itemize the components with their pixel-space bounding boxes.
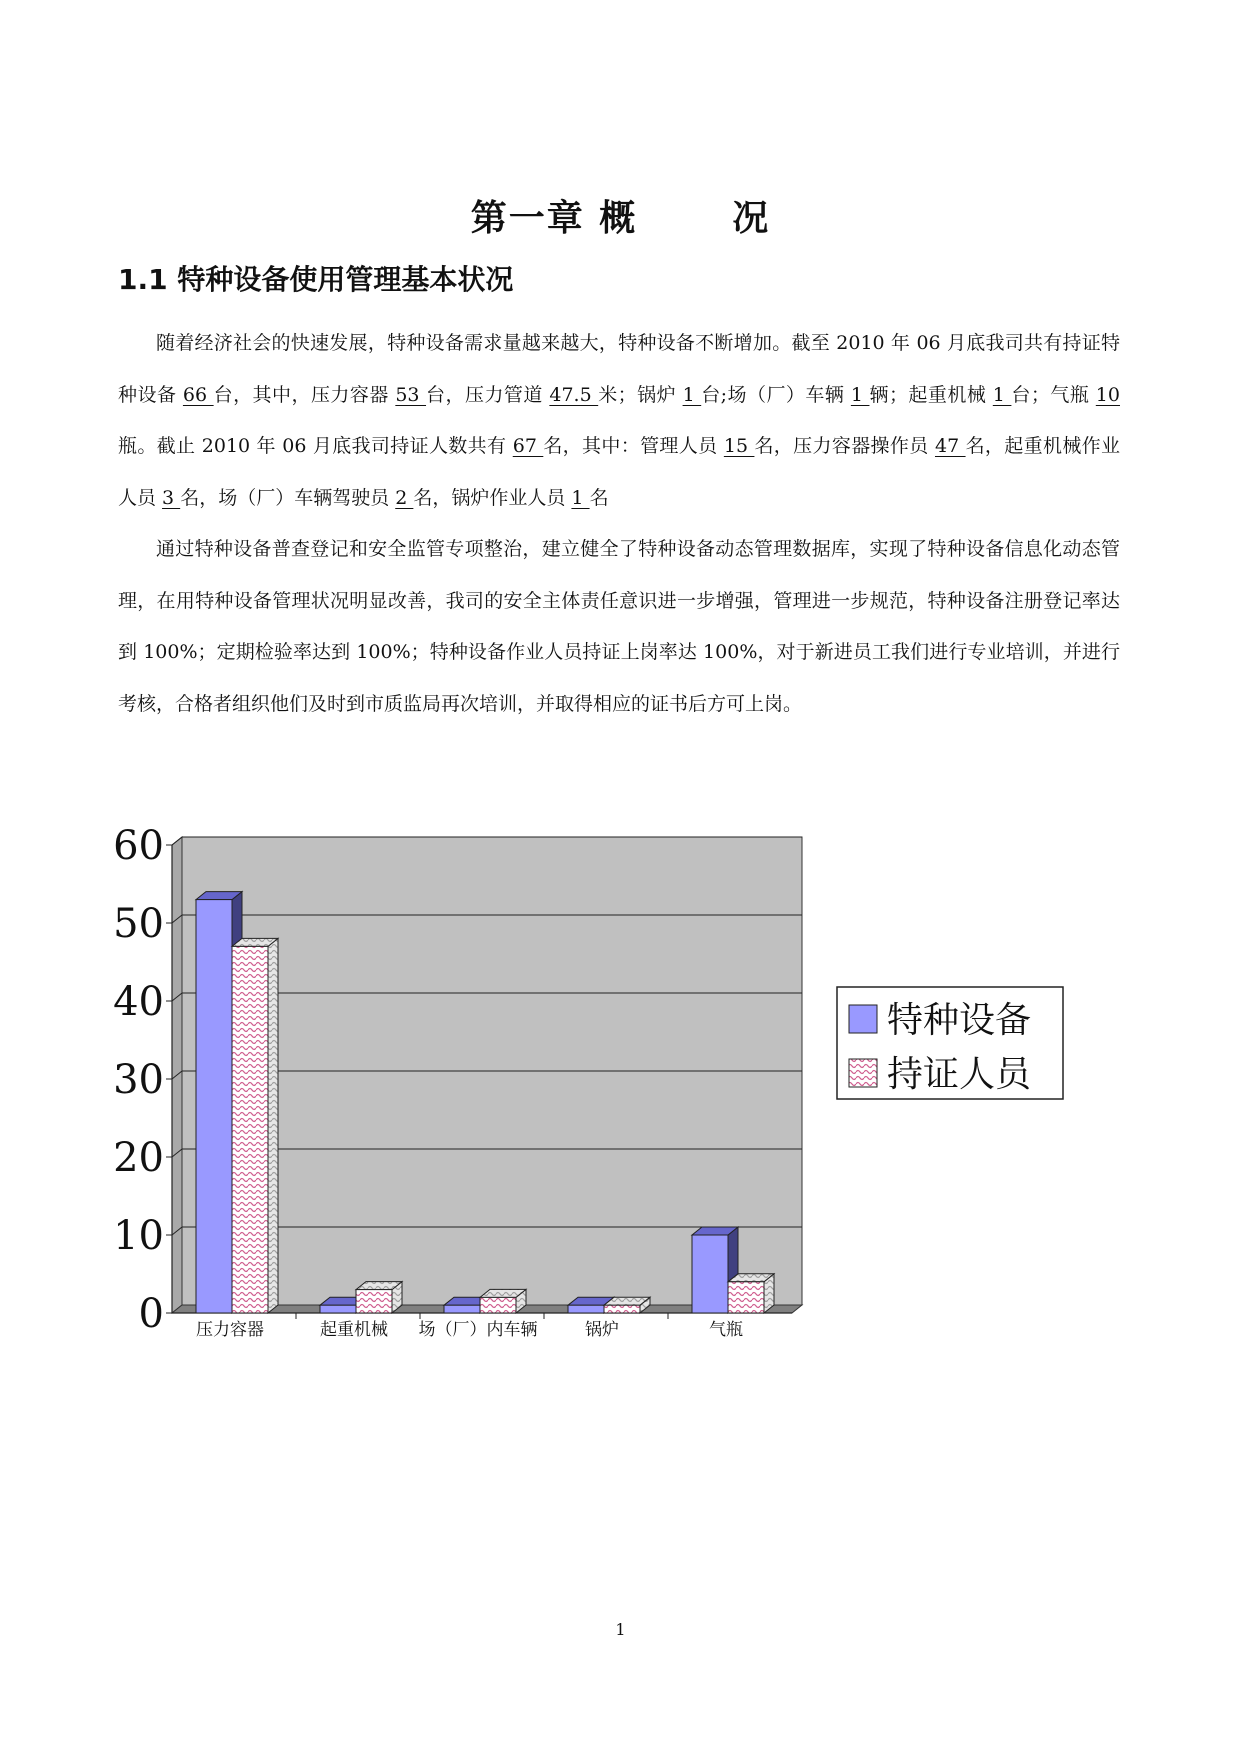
x-tick-label: 锅炉 <box>585 1320 619 1340</box>
bar <box>196 900 232 1313</box>
chapter-word-2: 况 <box>732 197 771 239</box>
y-tick-label: 0 <box>138 1291 164 1337</box>
bar <box>320 1305 356 1313</box>
x-tick-label: 起重机械 <box>320 1320 388 1340</box>
page-number: 1 <box>615 1620 626 1639</box>
bar <box>356 1290 392 1313</box>
bar <box>604 1305 640 1313</box>
chapter-title <box>0 190 1241 241</box>
bar <box>232 946 268 1313</box>
bar <box>480 1297 516 1313</box>
bar <box>692 1235 728 1313</box>
legend-label: 特种设备 <box>887 1000 1032 1041</box>
x-tick-label: 压力容器 <box>196 1320 264 1340</box>
paragraph-2: 通过特种设备普查登记和安全监管专项整治，建立健全了特种设备动态管理数据库，实现了特种设备信息化动态管理，在用特种设备管理状况明显改善，我司的安全主体责任意识进一步增强，管理进一步规范，特种设备注册登记率达到 100%；定期检验率达到 100%；特种设备作业人员持证上岗率达 100%，对于新进员工我们进行专业培训，并进行考核，合格者组织他们及时到市质监局再次培训，并取得相应的证书后方可上岗。 <box>118 538 1120 715</box>
bar <box>728 1282 764 1313</box>
x-tick-label: 气瓶 <box>709 1320 743 1340</box>
section-title: 1.1 特种设备使用管理基本状况 <box>118 263 514 296</box>
paragraph-1: 随着经济社会的快速发展，特种设备需求量越来越大，特种设备不断增加。截至 2010 年 06 月底我司共有持证特种设备 66 台，其中，压力容器 53 台，压力管道 47.5 米；锅炉 1 台;场（厂）车辆 1 辆；起重机械 1 台；气瓶 10 瓶。截止 2010 年 06 月底我司持证人数共有 67 名，其中：管理人员 15 名，压力容器操作员 47 名，起重机械作业人员 3 名，场（厂）车辆驾驶员 2 名，锅炉作业人员 1 名 <box>118 332 1121 509</box>
bar <box>568 1305 604 1313</box>
y-tick-label: 60 <box>113 823 164 869</box>
y-tick-label: 10 <box>113 1213 164 1259</box>
chapter-word-1: 概 <box>599 197 638 239</box>
y-tick-label: 20 <box>113 1135 164 1181</box>
body-text <box>118 318 1120 730</box>
y-tick-label: 50 <box>113 901 164 947</box>
bar <box>444 1305 480 1313</box>
bar-chart <box>113 823 1200 1495</box>
legend-swatch <box>849 1059 877 1087</box>
chapter-label: 第一章 <box>470 197 585 239</box>
legend-label: 持证人员 <box>887 1054 1032 1095</box>
bar-side <box>268 938 278 1313</box>
y-tick-label: 40 <box>113 979 164 1025</box>
x-tick-label: 场（厂）内车辆 <box>418 1320 538 1340</box>
y-tick-label: 30 <box>113 1057 164 1103</box>
legend-swatch <box>849 1005 877 1033</box>
